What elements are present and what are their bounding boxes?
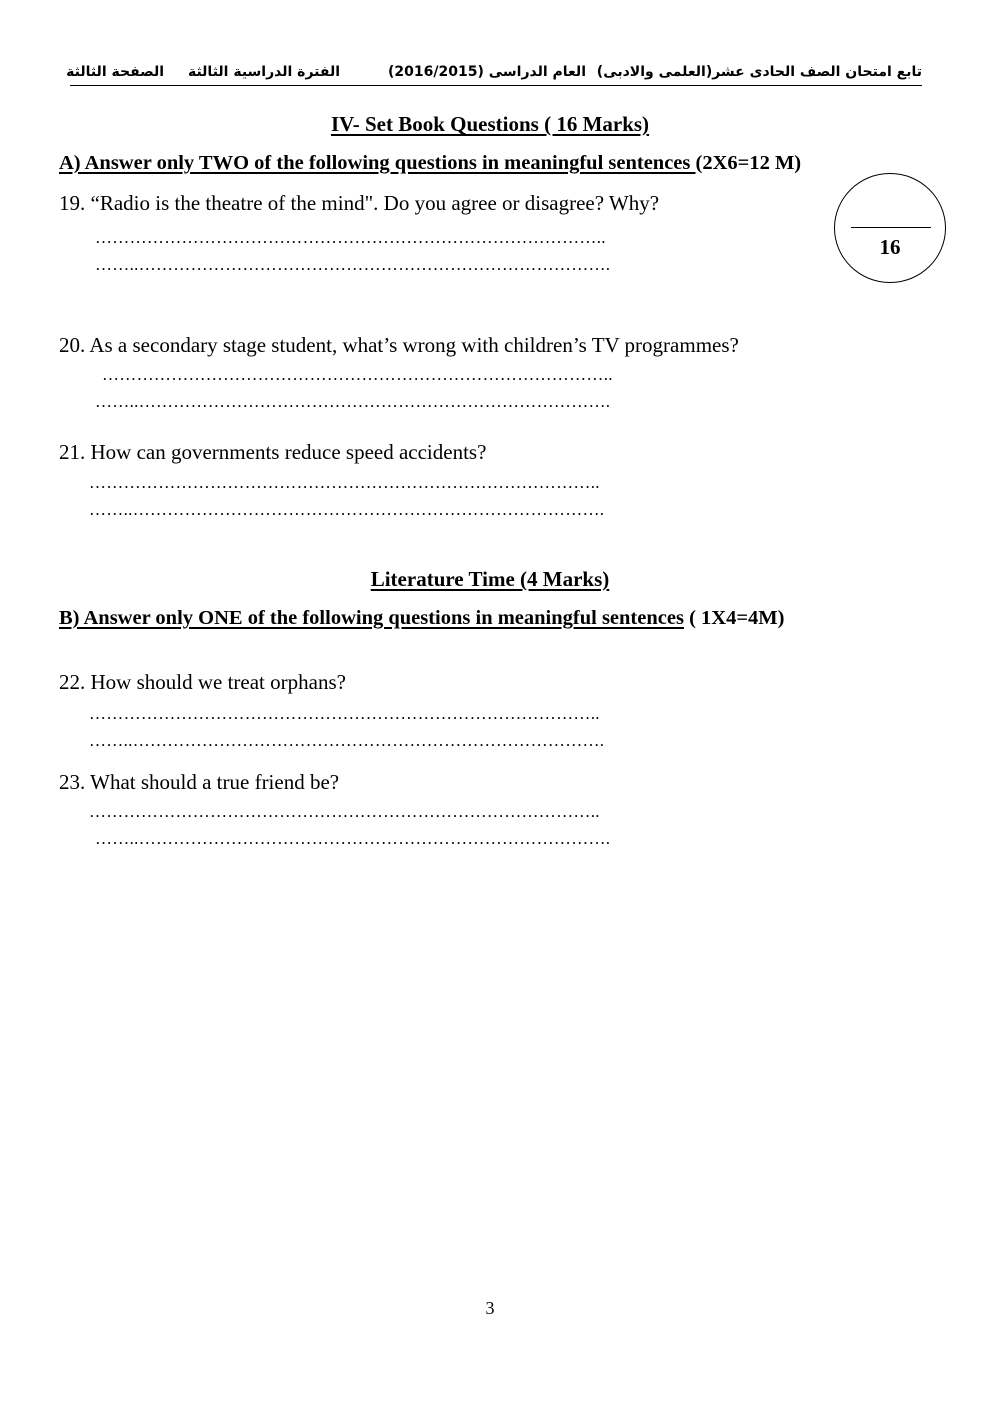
score-total: 16: [879, 235, 901, 259]
section-b-title: Literature Time (4 Marks): [370, 567, 610, 591]
answer-line[interactable]: ……..……………………………………………………………………….: [95, 829, 611, 848]
page-label: الصفحة الثالثة: [66, 64, 164, 80]
answer-line[interactable]: ……………………………………………………………………………..: [89, 473, 600, 492]
section-a-instruction-text: A) Answer only TWO of the following questions in meaningful sentences: [59, 152, 696, 174]
answer-line[interactable]: ……………………………………………………………………………..: [102, 365, 613, 384]
answer-line[interactable]: ……..……………………………………………………………………….: [95, 255, 611, 274]
question-21: 21. How can governments reduce speed accidents?: [59, 440, 487, 464]
section-b-marks: ( 1X4=4M): [683, 607, 785, 629]
score-circle: [834, 173, 946, 283]
exam-title: تابع امتحان الصف الحادى عشر(العلمى والادبى): [596, 64, 922, 80]
academic-year: العام الدراسى (2016/2015): [387, 64, 586, 80]
score-blank-line: [851, 227, 931, 228]
page-number: 3: [485, 1298, 495, 1318]
header-rule: [70, 85, 922, 86]
answer-line[interactable]: ……………………………………………………………………………..: [89, 802, 600, 821]
page-header: [66, 64, 922, 88]
question-23: 23. What should a true friend be?: [59, 770, 340, 794]
question-19: 19. “Radio is the theatre of the mind". Do you agree or disagree? Why?: [59, 191, 660, 215]
question-22: 22. How should we treat orphans?: [59, 670, 346, 694]
term-label: الفترة الدراسية الثالثة: [187, 64, 340, 80]
answer-line[interactable]: ……………………………………………………………………………..: [89, 704, 600, 723]
section-a-instruction: [59, 152, 801, 175]
section-b-instruction-text: B) Answer only ONE of the following questions in meaningful sentences: [59, 607, 684, 629]
question-20: 20. As a secondary stage student, what’s wrong with children’s TV programmes?: [59, 333, 739, 357]
section-a-marks: (2X6=12 M): [695, 152, 802, 174]
answer-line[interactable]: ……..……………………………………………………………………….: [89, 500, 605, 519]
section-b-instruction: [59, 607, 784, 630]
answer-line[interactable]: ……………………………………………………………………………..: [95, 228, 606, 247]
answer-line[interactable]: ……..……………………………………………………………………….: [89, 731, 605, 750]
section-a-title: IV- Set Book Questions ( 16 Marks): [330, 112, 650, 136]
answer-line[interactable]: ……..……………………………………………………………………….: [95, 392, 611, 411]
